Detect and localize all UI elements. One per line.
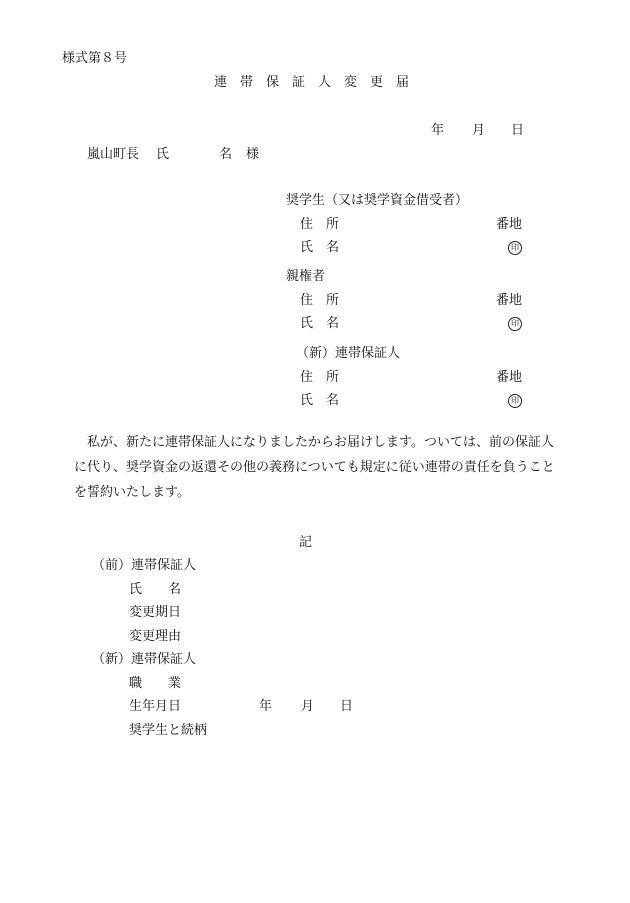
prev-change-date-label: 変更期日 — [129, 605, 182, 620]
new-guarantor-heading: （新）連帯保証人 — [296, 346, 401, 361]
date-day-label: 日 — [511, 123, 525, 138]
guardian-seal — [508, 316, 522, 331]
page-title: 連 帯 保 証 人 変 更 届 — [214, 75, 410, 90]
birthdate-label: 生年月日 — [129, 699, 182, 714]
new-guarantor-seal — [508, 393, 522, 408]
declaration-line: 私が、新たに連帯保証人になりましたからお届けします。ついては、前の保証人 — [74, 435, 554, 450]
prev-guarantor-heading: （前）連帯保証人 — [92, 558, 197, 573]
new-guarantor-address-label: 住 所 — [300, 370, 340, 385]
declaration-paragraph — [74, 430, 564, 505]
declaration-line: に代り、奨学資金の返還その他の義務についても規定に従い連帯の責任を負うこと — [74, 460, 555, 475]
guardian-name-label: 氏 名 — [300, 316, 340, 331]
seal-icon: 印 — [508, 241, 522, 255]
student-seal — [508, 240, 522, 255]
birth-month-label: 月 — [301, 699, 315, 714]
new-guarantor-name-label: 氏 名 — [300, 393, 340, 408]
relation-label: 奨学生と続柄 — [129, 723, 208, 738]
seal-icon: 印 — [508, 317, 522, 331]
new-guarantor-section-heading: （新）連帯保証人 — [92, 652, 197, 667]
student-address-suffix: 番地 — [496, 217, 523, 232]
student-heading: 奨学生（又は奨学資金借受者） — [286, 193, 469, 208]
prev-name-label: 氏 名 — [129, 582, 182, 597]
birth-day-label: 日 — [340, 699, 354, 714]
date-month-label: 月 — [472, 123, 486, 138]
addressee-office: 嵐山町長 — [87, 147, 140, 162]
occupation-label: 職 業 — [129, 676, 182, 691]
prev-change-reason-label: 変更理由 — [129, 629, 182, 644]
student-address-label: 住 所 — [300, 217, 340, 232]
addressee-shi: 氏 — [156, 147, 170, 162]
date-year-label: 年 — [431, 123, 445, 138]
addressee-honorific: 様 — [246, 147, 260, 162]
guardian-address-label: 住 所 — [300, 293, 340, 308]
birth-year-label: 年 — [259, 699, 273, 714]
form-number: 様式第８号 — [62, 51, 128, 66]
declaration-line: を誓約いたします。 — [74, 485, 190, 500]
addressee-mei: 名 — [219, 147, 233, 162]
ki-marker: 記 — [299, 535, 313, 550]
guardian-address-suffix: 番地 — [496, 293, 523, 308]
seal-icon: 印 — [508, 394, 522, 408]
new-guarantor-address-suffix: 番地 — [496, 370, 523, 385]
student-name-label: 氏 名 — [300, 240, 340, 255]
guardian-heading: 親権者 — [286, 269, 326, 284]
